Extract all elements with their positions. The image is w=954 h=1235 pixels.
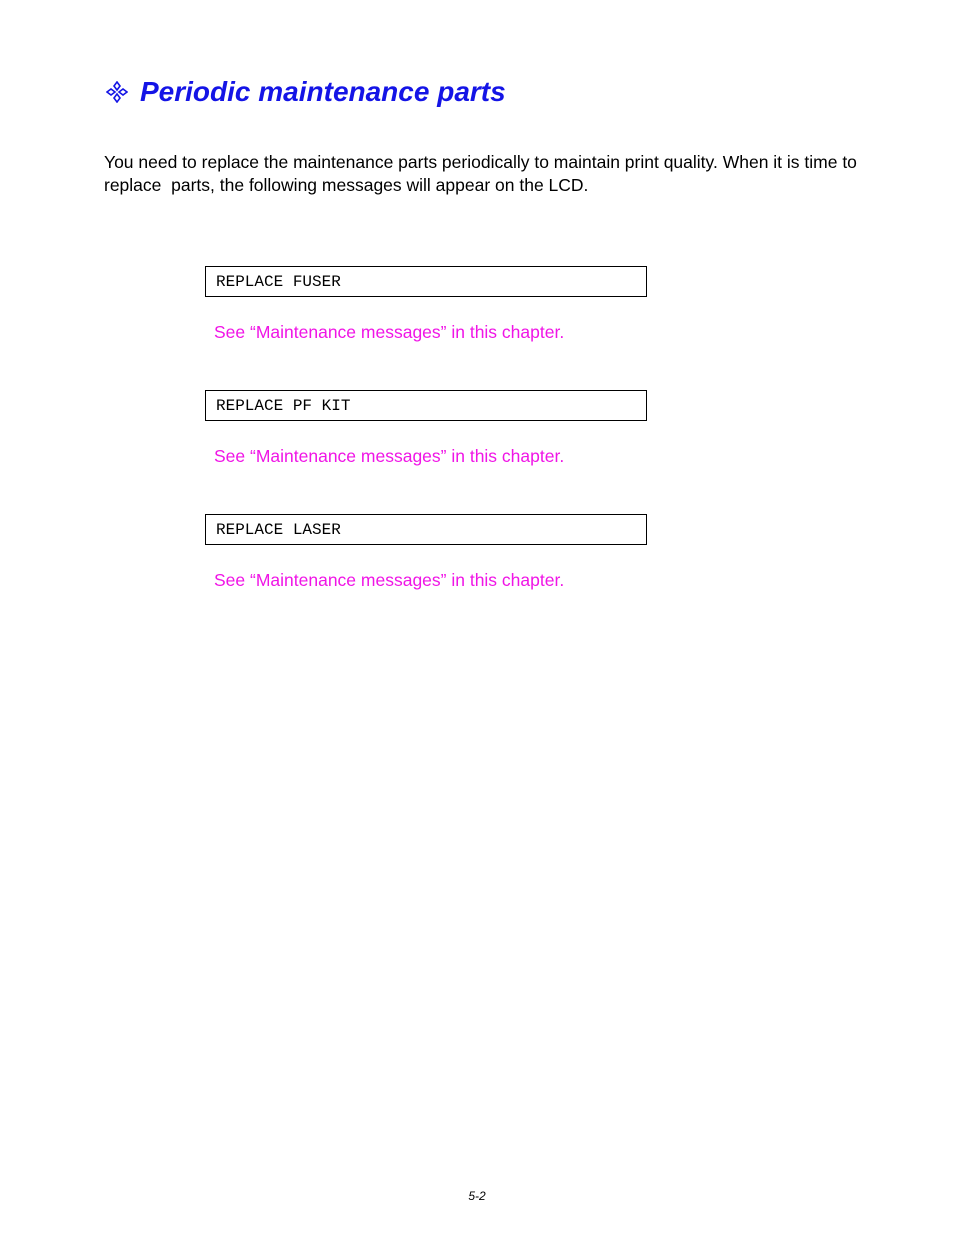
intro-paragraph: You need to replace the maintenance parts periodically to maintain print quality. When it is time to replace parts, the following messages will appear on the LCD. bbox=[104, 152, 862, 195]
maintenance-messages-reference: See “Maintenance messages” in this chapter. bbox=[214, 322, 565, 342]
lcd-message-replace-pf-kit: REPLACE PF KIT bbox=[205, 390, 647, 421]
lcd-message-replace-laser: REPLACE LASER bbox=[205, 514, 647, 545]
maintenance-messages-reference: See “Maintenance messages” in this chapter. bbox=[214, 570, 565, 590]
page-title: Periodic maintenance parts bbox=[140, 76, 506, 107]
page-number: 5-2 bbox=[468, 1189, 486, 1203]
four-diamond-bullet-icon bbox=[106, 81, 128, 103]
maintenance-messages-reference: See “Maintenance messages” in this chapter. bbox=[214, 446, 565, 466]
lcd-message-replace-fuser: REPLACE FUSER bbox=[205, 266, 647, 297]
section-heading bbox=[106, 72, 506, 112]
